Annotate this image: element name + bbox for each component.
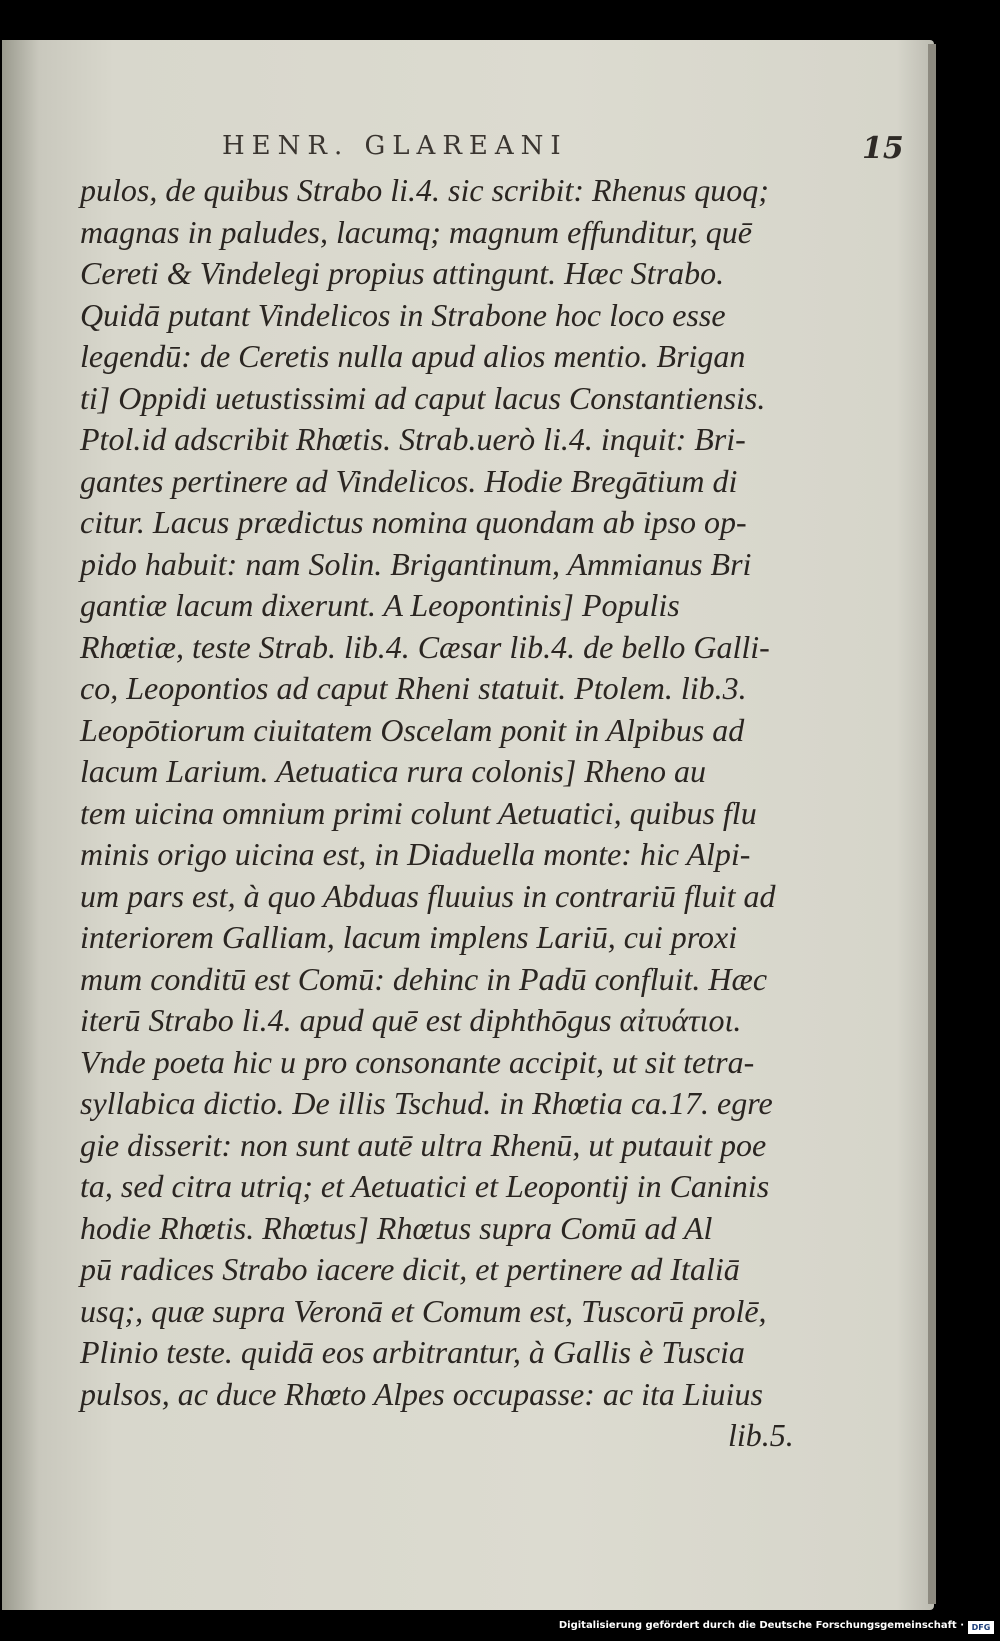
page-number: 15	[862, 131, 904, 166]
text-line: magnas in paludes, lacumq; magnum effunditur, quē	[80, 213, 752, 250]
text-line: Vnde poeta hic u pro consonante accipit, ut sit tetra-	[80, 1043, 755, 1080]
text-line: pido habuit: nam Solin. Brigantinum, Ammianus Bri	[80, 545, 752, 582]
text-line: pū radices Strabo iacere dicit, et pertinere ad Italiā	[80, 1251, 740, 1287]
text-line: lib.5.	[728, 1417, 794, 1453]
text-line: minis origo uicina est, in Diaduella monte: hic Alpi-	[80, 836, 751, 872]
text-line: lacum Larium. Aetuatica rura colonis] Rheno au	[80, 753, 707, 789]
text-line: usq;, quæ supra Veronā et Comum est, Tuscorū prolē,	[80, 1292, 767, 1329]
text-line: co, Leopontios ad caput Rheni statuit. Ptolem. lib.3.	[80, 670, 747, 706]
text-line: Leopōtiorum ciuitatem Oscelam ponit in Alpibus ad	[80, 711, 745, 748]
text-line: gantes pertinere ad Vindelicos. Hodie Bregātium di	[80, 462, 738, 499]
dfg-logo: DFG	[968, 1621, 994, 1634]
funding-credit: Digitalisierung gefördert durch die Deutsche Forschungsgemeinschaft ·	[558, 1620, 964, 1631]
text-line: ta, sed citra utriq; et Aetuatici et Leopontij in Caninis	[80, 1168, 770, 1204]
text-line: tem uicina omnium primi colunt Aetuatici, quibus flu	[80, 794, 757, 831]
text-line: legendū: de Ceretis nulla apud alios mentio. Brigan	[80, 338, 746, 374]
page-edge	[928, 44, 936, 1604]
running-head: HENR. GLAREANI	[222, 131, 568, 161]
text-line: citur. Lacus prædictus nomina quondam ab ipso op-	[80, 504, 747, 540]
text-line: iterū Strabo li.4. apud quē est diphthōgus αἰτυάτιοι.	[80, 1002, 742, 1038]
text-line: pulsos, ac duce Rhœto Alpes occupasse: ac ita Liuius	[80, 1375, 763, 1412]
text-line: interiorem Galliam, lacum implens Lariū, cui proxi	[80, 919, 738, 955]
body-text	[80, 170, 800, 1457]
text-line: mum conditū est Comū: dehinc in Padū confluit. Hæc	[80, 960, 768, 997]
text-line: Cereti & Vindelegi propius attingunt. Hæc Strabo.	[80, 255, 725, 291]
text-line: um pars est, à quo Abduas fluuius in contrariū fluit ad	[80, 877, 776, 914]
text-line: Rhœtiæ, teste Strab. lib.4. Cæsar lib.4. de bello Galli-	[80, 628, 770, 665]
text-line: gantiæ lacum dixerunt. A Leopontinis] Populis	[80, 587, 680, 623]
text-line: ti] Oppidi uetustissimi ad caput lacus Constantiensis.	[80, 379, 766, 416]
text-line: Plinio teste. quidā eos arbitrantur, à Gallis è Tuscia	[80, 1334, 745, 1370]
page-header	[0, 131, 1000, 165]
text-line: syllabica dictio. De illis Tschud. in Rhœtia ca.17. egre	[80, 1085, 773, 1121]
text-line: Quidā putant Vindelicos in Strabone hoc loco esse	[80, 296, 726, 333]
digitization-footer	[0, 1618, 1000, 1641]
text-line: gie disserit: non sunt autē ultra Rhenū, ut putauit poe	[80, 1126, 767, 1163]
text-line: hodie Rhœtis. Rhœtus] Rhœtus supra Comū ad Al	[80, 1209, 713, 1246]
text-line: pulos, de quibus Strabo li.4. sic scribit: Rhenus quoq;	[80, 172, 769, 208]
text-line: Ptol.id adscribit Rhœtis. Strab.uerò li.4. inquit: Bri-	[80, 421, 746, 457]
